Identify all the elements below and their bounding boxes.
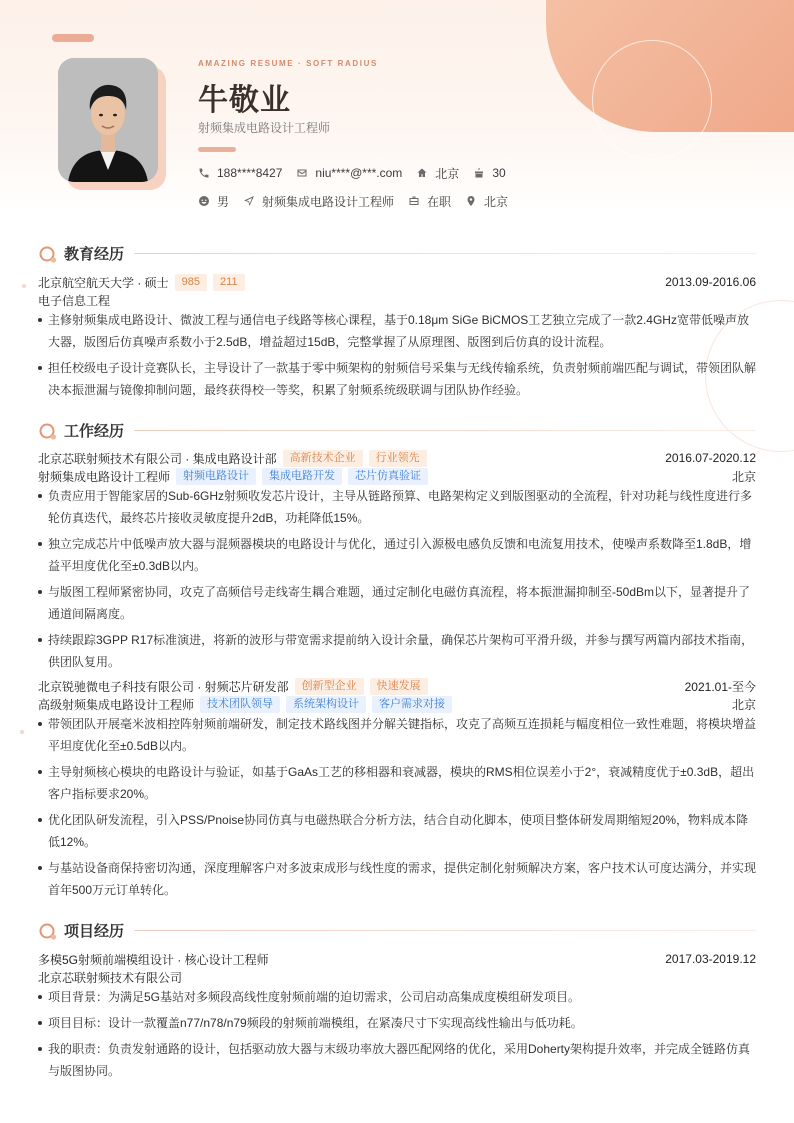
section-title: 项目经历 [64, 923, 125, 940]
phone-value: 188****8427 [217, 166, 283, 180]
age-value: 30 [492, 166, 506, 180]
list-item: 项目背景：为满足5G基站对多频段高线性度射频前端的迫切需求，公司启动高集成度模组研发项目。 [38, 986, 756, 1008]
work-section-header [38, 420, 756, 441]
list-item: 负责应用于智能家居的Sub-6GHz射频收发芯片设计，主导从链路预算、电路架构定义到版图驱动的全流程，针对功耗与线性度进行多轮仿真迭代，最终芯片接收灵敏度提升2dB，功耗降低15%。 [38, 485, 756, 529]
list-item: 优化团队研发流程，引入PSS/Pnoise协同仿真与电磁热联合分析方法，结合自动化脚本，使项目整体研发周期缩短20%，物料成本降低12%。 [38, 809, 756, 853]
list-item: 持续跟踪3GPP R17标准演进，将新的波形与带宽需求提前纳入设计余量，确保芯片架构可平滑升级，并参与撰写两篇内部技术指南，供团队复用。 [38, 629, 756, 673]
skill-tag: 芯片仿真验证 [348, 468, 428, 485]
project-row [38, 950, 756, 968]
list-item: 带领团队开展毫米波相控阵射频前端研发，制定技术路线图并分解关键指标，攻克了高频互连损耗与幅度相位一致性难题，将模块增益平坦度优化至±0.5dB以内。 [38, 713, 756, 757]
city-value: 北京 [435, 166, 460, 181]
job-company-row [38, 677, 756, 695]
resume-eyebrow: AMAZING RESUME · SOFT RADIUS [198, 59, 378, 68]
school-name: 北京航空航天大学 · 硕士 [38, 275, 169, 290]
magnifier-icon [38, 421, 58, 441]
list-item: 主导射频核心模块的电路设计与验证，如基于GaAs工艺的移相器和衰减器，模块的RMS相位误差小于2°，衰减精度优于±0.3dB，超出客户指标要求20%。 [38, 761, 756, 805]
home-icon [416, 167, 428, 179]
job-role: 高级射频集成电路设计工程师 [38, 697, 195, 712]
phone-icon [198, 167, 210, 179]
project-name: 多模5G射频前端模组设计 · 核心设计工程师 [38, 952, 269, 967]
skill-tag: 系统架构设计 [286, 696, 366, 713]
list-item: 担任校级电子设计竞赛队长，主导设计了一款基于零中频架构的射频信号采集与无线传输系统，负责射频前端匹配与调试，带领团队解决本振泄漏与镜像抑制问题，最终获得校一等奖，积累了射频系统级联调与团队协作经验。 [38, 357, 756, 401]
city-info [416, 165, 459, 182]
cake-icon [473, 167, 485, 179]
location-pin-icon [465, 195, 477, 207]
job-role-row [38, 695, 756, 713]
list-item: 项目目标：设计一款覆盖n77/n78/n79频段的射频前端模组，在紧凑尺寸下实现高线性输出与低功耗。 [38, 1012, 756, 1034]
job-company-row [38, 449, 756, 467]
magnifier-icon [38, 921, 58, 941]
company-tag: 高新技术企业 [283, 450, 363, 467]
section-divider [134, 253, 756, 254]
skill-tag: 技术团队领导 [200, 696, 280, 713]
magnifier-icon [38, 244, 58, 264]
status-info [408, 193, 451, 210]
school-tag: 211 [213, 274, 245, 291]
email-info [296, 166, 402, 180]
company-name: 北京锐驰微电子科技有限公司 · 射频芯片研发部 [38, 679, 289, 694]
decorative-dot [22, 284, 26, 288]
target-city-value: 北京 [484, 194, 509, 209]
section-title: 工作经历 [64, 423, 125, 440]
list-item: 与版图工程师紧密协同，攻克了高频信号走线寄生耦合难题，通过定制化电磁仿真流程，将本振泄漏抑制至-50dBm以下，显著提升了通道间隔离度。 [38, 581, 756, 625]
company-tag: 快速发展 [370, 678, 428, 695]
gender-info [198, 193, 229, 210]
job-location: 北京 [731, 469, 756, 484]
skill-tag: 射频电路设计 [176, 468, 256, 485]
person-portrait-icon [58, 58, 158, 182]
project-period: 2017.03-2019.12 [665, 952, 756, 966]
section-divider [134, 930, 756, 931]
education-entry [38, 273, 756, 291]
list-item: 与基站设备商保持密切沟通，深度理解客户对多波束成形与线性度的需求，提供定制化射频解决方案，客户技术认可度达满分，并实现首年500万元订单转化。 [38, 857, 756, 901]
candidate-title: 射频集成电路设计工程师 [198, 121, 331, 135]
company-tag: 创新型企业 [295, 678, 364, 695]
section-divider [134, 430, 756, 431]
accent-bar [52, 34, 94, 42]
project-org-row [38, 968, 756, 986]
list-item: 我的职责：负责发射通路的设计，包括驱动放大器与末级功率放大器匹配网络的优化，采用Doherty架构提升效率，并完成全链路仿真与版图协同。 [38, 1038, 756, 1082]
target-role-value: 射频集成电路设计工程师 [262, 194, 395, 209]
job-role-row [38, 467, 756, 485]
job-period: 2021.01-至今 [684, 679, 756, 694]
briefcase-icon [408, 195, 420, 207]
list-item: 独立完成芯片中低噪声放大器与混频器模块的电路设计与优化，通过引入源极电感负反馈和电流复用技术，使噪声系数降至1.8dB，增益平坦度优化至±0.3dB以内。 [38, 533, 756, 577]
major-row [38, 291, 756, 309]
major: 电子信息工程 [38, 293, 111, 308]
project-org: 北京芯联射频技术有限公司 [38, 970, 183, 985]
face-icon [198, 195, 210, 207]
company-tag: 行业领先 [369, 450, 427, 467]
education-section-header [38, 243, 756, 264]
contact-row [198, 165, 520, 181]
list-item: 主修射频集成电路设计、微波工程与通信电子线路等核心课程，基于0.18μm SiGe BiCMOS工艺独立完成了一款2.4GHz宽带低噪声放大器，版图后仿真噪声系数小于2.5dB，增益超过15dB，完整掌握了从原理图、版图到后仿真的设计流程。 [38, 309, 756, 353]
title-underline [198, 147, 236, 152]
status-value: 在职 [427, 194, 452, 209]
skill-tag: 集成电路开发 [262, 468, 342, 485]
target-city-info [465, 193, 508, 210]
age-info [473, 166, 505, 180]
email-value: niu****@***.com [315, 166, 403, 180]
role-info [243, 193, 394, 210]
job-location: 北京 [731, 697, 756, 712]
decorative-dot [20, 730, 24, 734]
status-row [198, 193, 522, 209]
resume-header [0, 0, 794, 214]
school-tag: 985 [175, 274, 207, 291]
gender-value: 男 [217, 194, 230, 209]
company-name: 北京芯联射频技术有限公司 · 集成电路设计部 [38, 451, 277, 466]
job-role: 射频集成电路设计工程师 [38, 469, 171, 484]
project-section-header [38, 920, 756, 941]
skill-tag: 客户需求对接 [372, 696, 452, 713]
job-period: 2016.07-2020.12 [665, 451, 756, 465]
decorative-ring [592, 40, 712, 160]
phone-info [198, 166, 282, 180]
candidate-name: 牛敬业 [198, 84, 291, 117]
avatar [58, 58, 158, 182]
mail-icon [296, 167, 308, 179]
education-period: 2013.09-2016.06 [665, 275, 756, 289]
section-title: 教育经历 [64, 246, 125, 263]
send-icon [243, 195, 255, 207]
